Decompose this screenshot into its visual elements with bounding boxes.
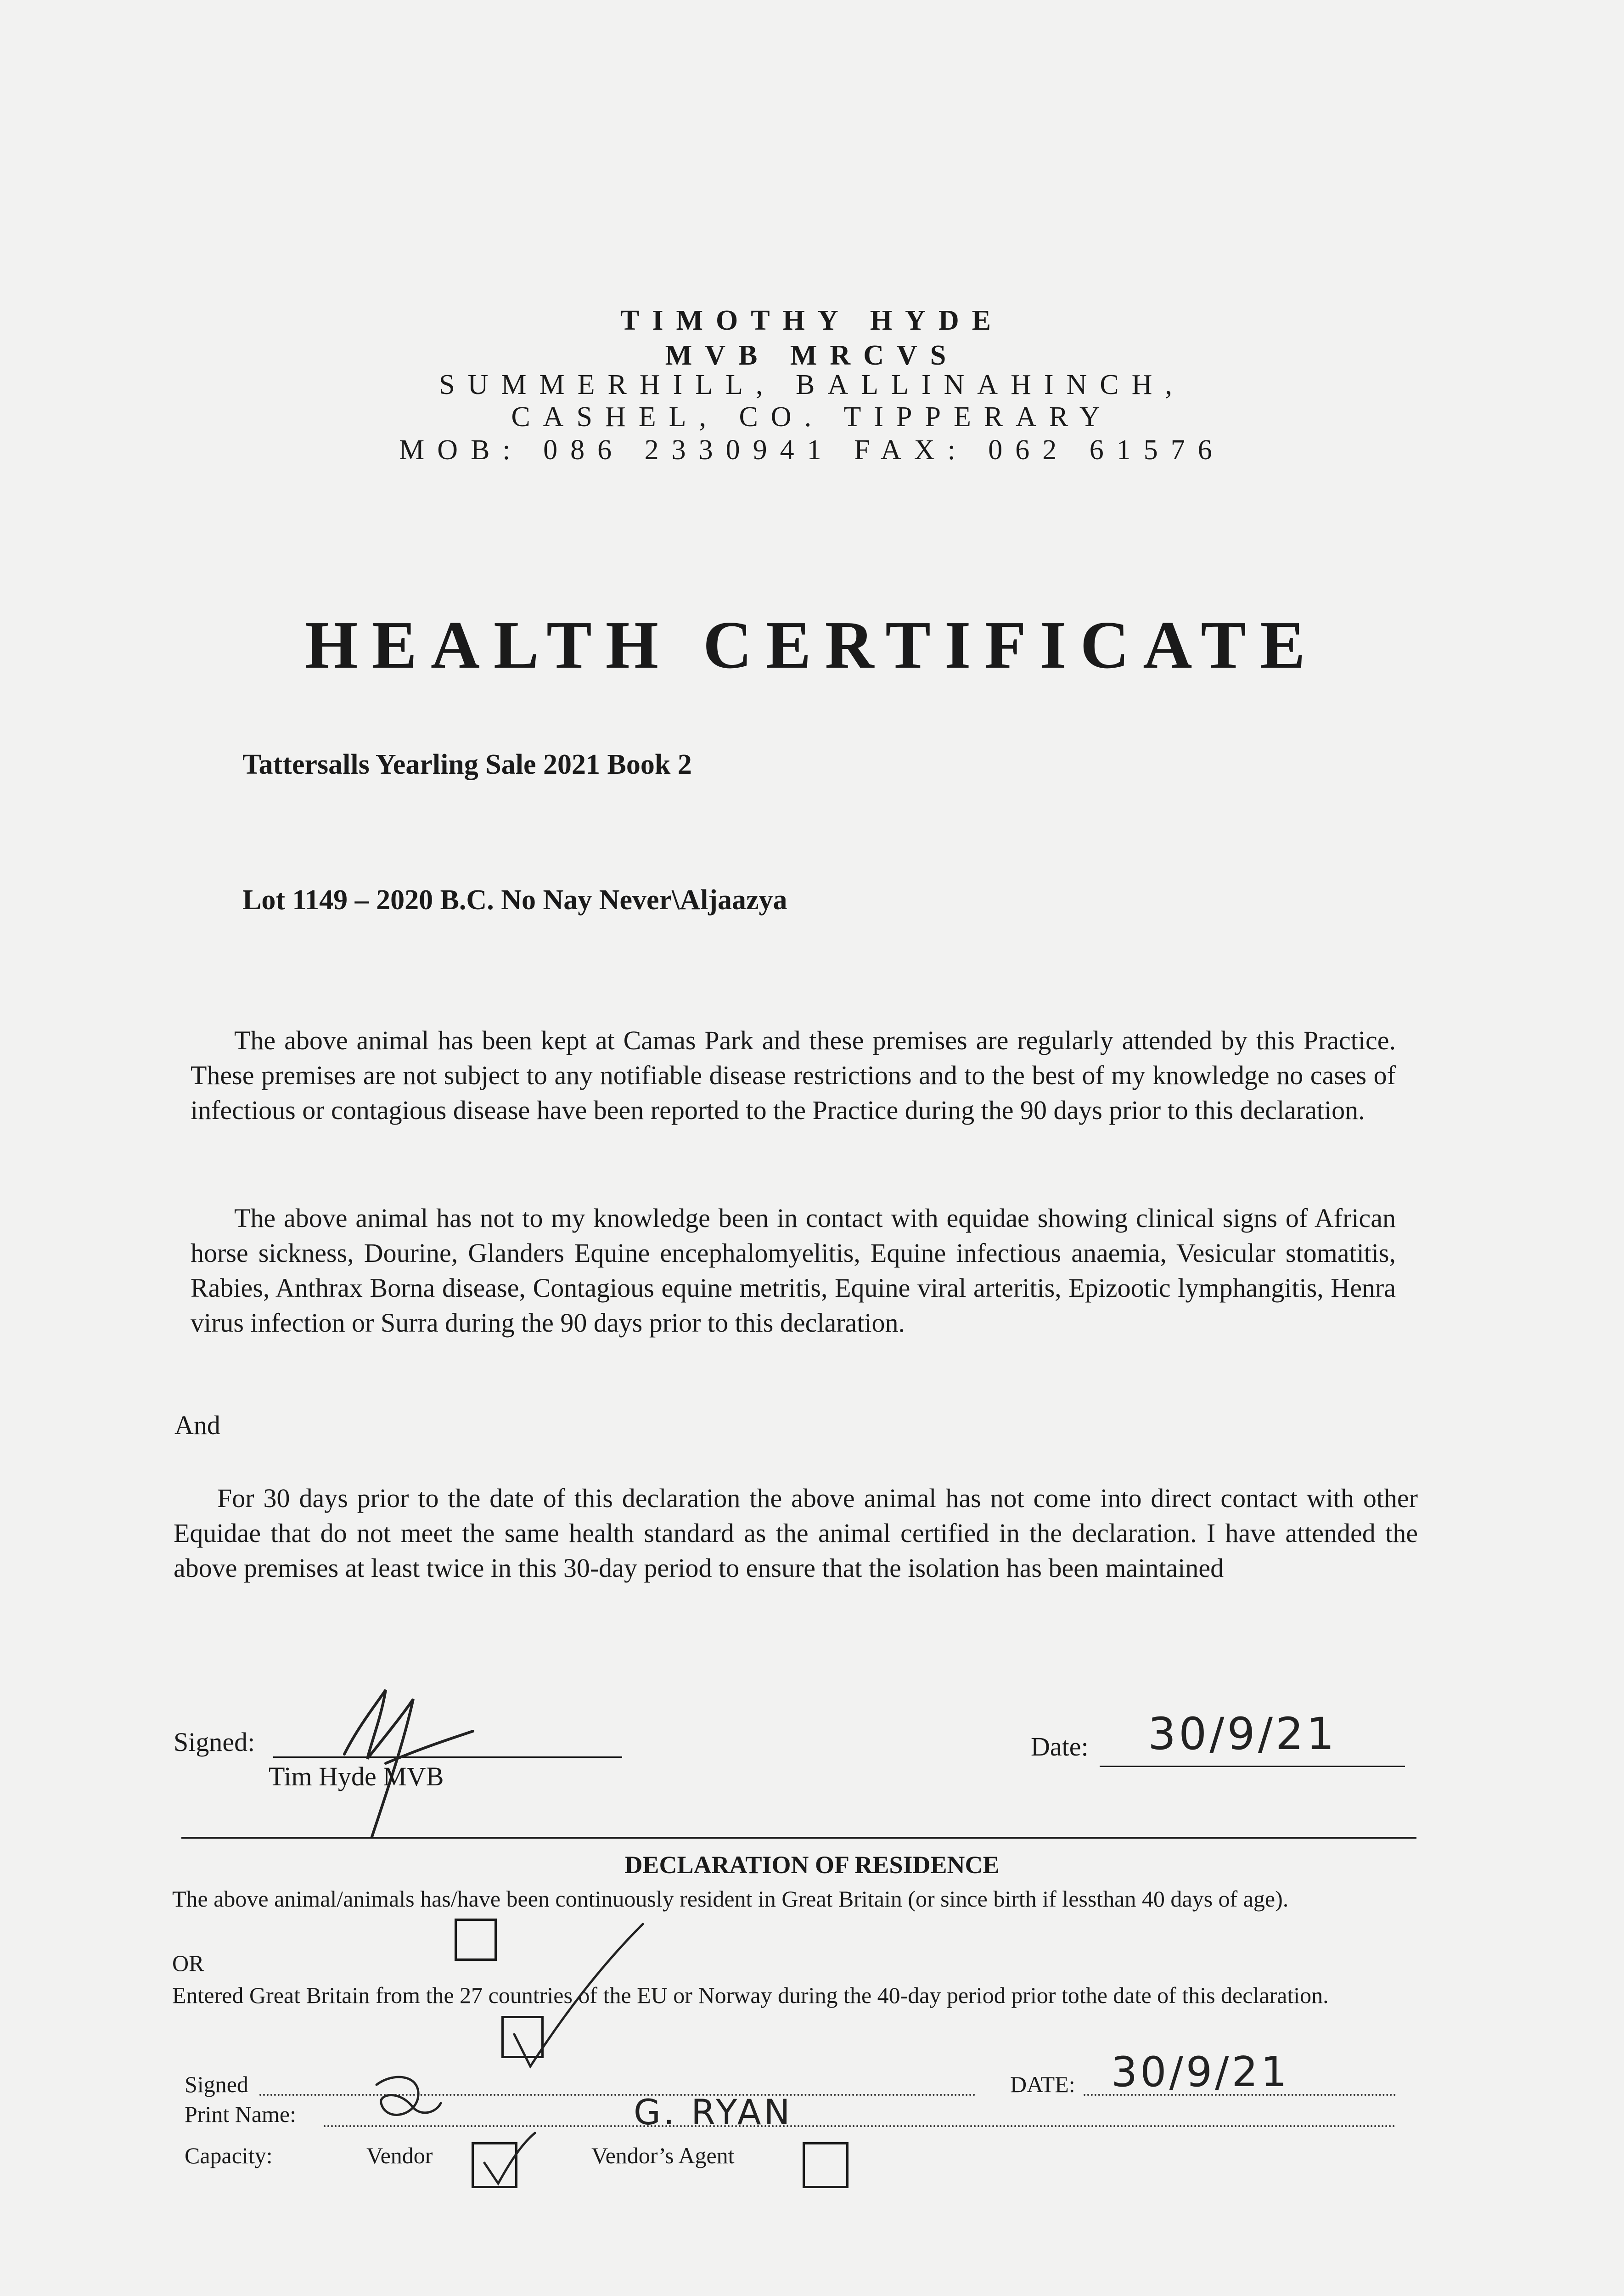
sale-name: Tattersalls Yearling Sale 2021 Book 2 [242,749,692,780]
vet-date-line [1100,1766,1405,1767]
print-name-label: Print Name: [185,2101,297,2127]
vendor-label: Vendor [366,2143,433,2168]
print-name-line [324,2125,1396,2127]
letterhead-qualifications: MVB MRCVS [665,340,959,371]
and-word: And [174,1410,220,1440]
option2-checkmark [505,1919,652,2071]
paragraph-premises: The above animal has been kept at Camas Park and these premises are regularly attended by this Practice. These premises are not subject to any notifiable disease restrictions and to the best of my knowledge no cases of infectious or contagious disease have been reported to the Practice during the 90 days prior to this declaration. [191,1025,1396,1125]
lot-description: Lot 1149 – 2020 B.C. No Nay Never\Aljaazya [242,884,787,916]
letterhead-contact: MOB: 086 2330941 FAX: 062 61576 [399,434,1225,466]
declaration-option1-text: The above animal/animals has/have been continuously resident in Great Britain (or since birth if lessthan 40 days of age). [172,1886,1289,1912]
capacity-label: Capacity: [185,2143,273,2168]
paragraph-diseases: The above animal has not to my knowledge been in contact with equidae showing clinical signs of African horse sickness, Dourine, Glanders Equine encephalomyelitis, Equine infectious anaemia, Vesicular stomatitis, Rabies, Anthrax Borna disease, Contagious equine metritis, Equine viral arteritis, Epizootic lymphangitis, Henra virus infection or Surra during the 90 days prior to this declaration. [191,1203,1396,1338]
declaration-date-value: 30/9/21 [1111,2048,1290,2096]
vendor-agent-checkbox[interactable] [803,2142,849,2188]
section-divider [181,1837,1416,1839]
print-name-value: G. RYAN [634,2092,793,2133]
vet-signed-label: Signed: [174,1727,255,1757]
vet-signature-mark [317,1671,491,1841]
vendor-checkmark [478,2131,537,2190]
letterhead-name: TIMOTHY HYDE [620,305,1004,336]
declaration-heading: DECLARATION OF RESIDENCE [624,1851,1000,1879]
page-title: HEALTH CERTIFICATE [305,608,1319,683]
declaration-option2-text: Entered Great Britain from the 27 countries of the EU or Norway during the 40-day period prior tothe date of this declaration. [172,1982,1329,2008]
declaration-date-label: DATE: [1010,2071,1075,2097]
declaration-or-word: OR [172,1950,204,1976]
vet-date-value: 30/9/21 [1148,1708,1337,1760]
letterhead-address-line1: SUMMERHILL, BALLINAHINCH, [439,369,1185,400]
option1-checkbox[interactable] [455,1919,497,1961]
vet-signer-name: Tim Hyde MVB [269,1761,444,1791]
vendor-agent-label: Vendor’s Agent [591,2143,735,2168]
paragraph-isolation: For 30 days prior to the date of this declaration the above animal has not come into direct contact with other Equidae that do not meet the same health standard as the animal certified in the declaration. I have attended the above premises at least twice in this 30-day period to ensure that the isolation has been maintained [174,1483,1418,1583]
vet-date-label: Date: [1031,1732,1089,1761]
letterhead-address-line2: CASHEL, CO. TIPPERARY [511,401,1113,433]
declaration-signed-label: Signed [185,2071,248,2097]
